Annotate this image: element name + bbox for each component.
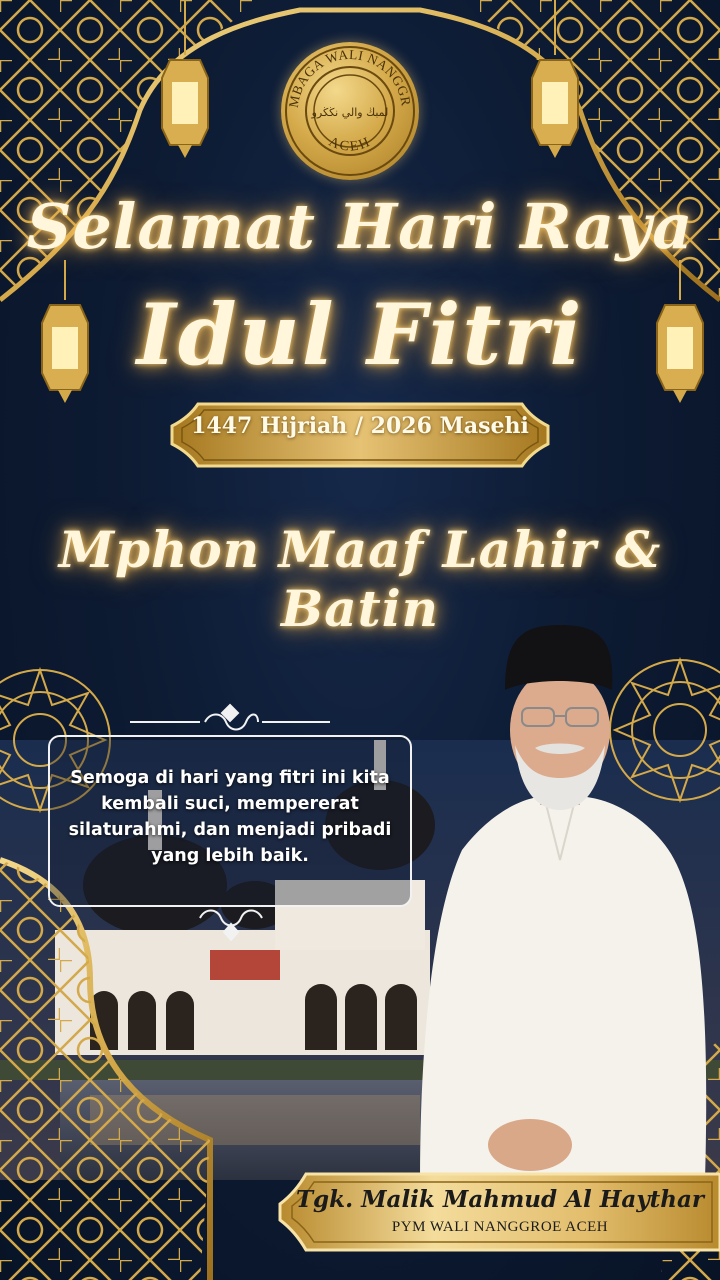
person-title: PYM WALI NANGGROE ACEH: [391, 1219, 609, 1235]
message-line: kembali suci, mempererat: [101, 794, 359, 814]
message-text: [64, 765, 396, 869]
greeting-line-1: Selamat Hari Raya: [26, 190, 694, 263]
greeting-line-2: Idul Fitri: [136, 285, 584, 384]
person-name: Tgk. Malik Mahmud Al Haythar: [295, 1186, 705, 1213]
logo-ring-bottom: ACEH: [326, 134, 374, 155]
logo-center-script: لمبڬ والي نڬڬرو: [311, 106, 389, 119]
portrait-person: [420, 625, 706, 1180]
message-box: [48, 735, 412, 907]
message-line: silaturahmi, dan menjadi pribadi: [68, 820, 392, 840]
divider-top: [130, 705, 330, 730]
message-line: yang lebih baik.: [151, 846, 309, 866]
greeting-line-3: Mphon Maaf Lahir & Batin: [58, 520, 662, 638]
message-line: Semoga di hari yang fitri ini kita: [70, 768, 390, 788]
logo-ring-top: MBAGA WALI NANGGR: [285, 46, 414, 109]
organization-logo: [281, 42, 419, 180]
year-text: 1447 Hijriah / 2026 Masehi: [191, 413, 529, 439]
logo-emblem: [281, 42, 419, 180]
